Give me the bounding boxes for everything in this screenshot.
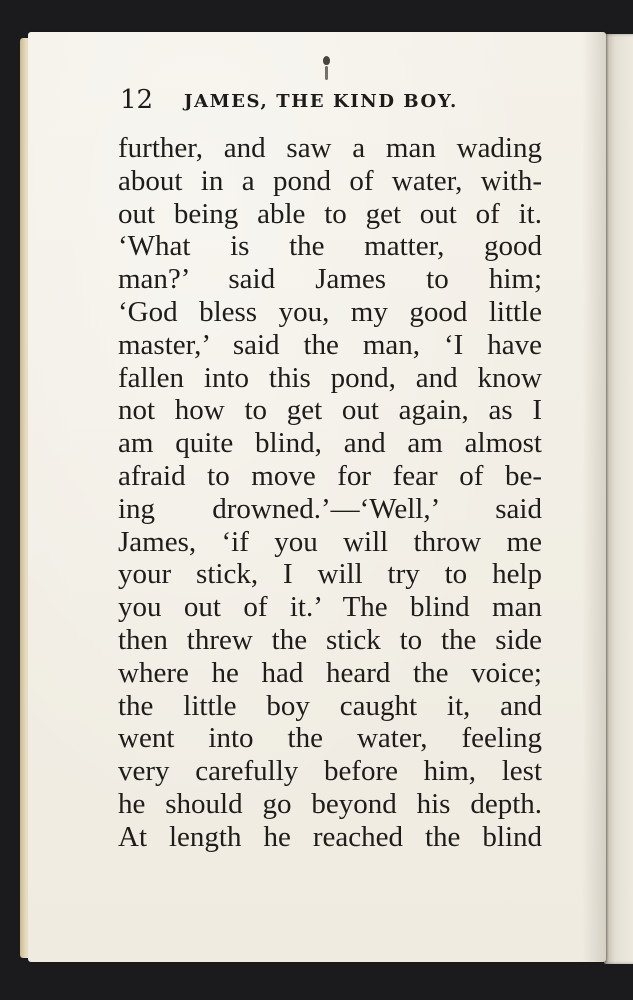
- text-line: man?’ said James to him;: [118, 263, 542, 296]
- text-line: ing drowned.’—‘Well,’ said: [118, 492, 542, 525]
- facing-page-edge: [604, 34, 633, 964]
- ink-blot: [323, 56, 330, 65]
- text-line: where he had heard the voice;: [118, 656, 542, 689]
- page-header: [120, 84, 540, 116]
- text-line: your stick, I will try to help: [118, 558, 542, 591]
- text-line: he should go beyond his depth.: [118, 787, 542, 820]
- book-page: [28, 32, 606, 962]
- text-line: James, ‘if you will throw me: [118, 525, 542, 558]
- text-line: am quite blind, and am almost: [118, 427, 542, 460]
- text-line: you out of it.’ The blind man: [118, 591, 542, 624]
- text-line: ‘God bless you, my good little: [118, 295, 542, 328]
- text-line: then threw the stick to the side: [118, 623, 542, 656]
- text-line: out being able to get out of it.: [118, 197, 542, 230]
- text-line: not how to get out again, as I: [118, 394, 542, 427]
- gutter-shadow: [582, 32, 606, 962]
- text-line: fallen into this pond, and know: [118, 361, 542, 394]
- text-line: went into the water, feeling: [118, 722, 542, 755]
- text-line: master,’ said the man, ‘I have: [118, 328, 542, 361]
- text-line: further, and saw a man wading: [118, 132, 542, 164]
- text-line: the little boy caught it, and: [118, 689, 542, 722]
- page-number: 12: [120, 85, 154, 115]
- text-line: about in a pond of water, with-: [118, 164, 542, 197]
- text-line: At length he reached the blind: [118, 820, 542, 853]
- text-line: afraid to move for fear of be-: [118, 459, 542, 492]
- text-line: very carefully before him, lest: [118, 755, 542, 788]
- body-text: [118, 132, 542, 854]
- running-head: JAMES, THE KIND BOY.: [184, 91, 458, 112]
- text-line: ‘What is the matter, good: [118, 230, 542, 263]
